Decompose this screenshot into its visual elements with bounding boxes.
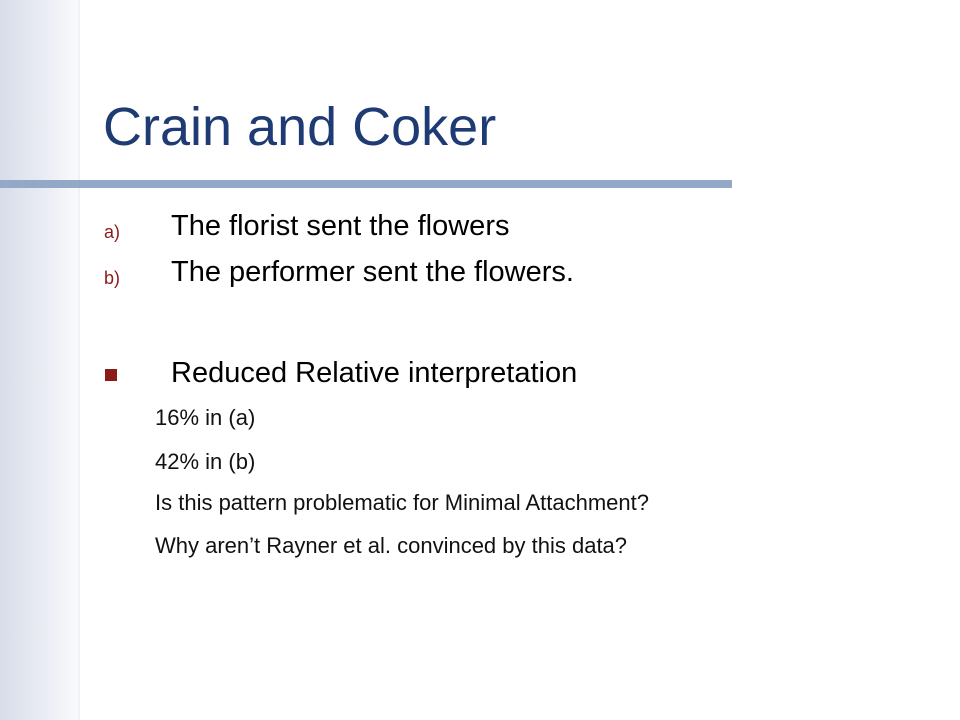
bullet-text: Reduced Relative interpretation (171, 357, 578, 389)
square-bullet-icon (105, 369, 117, 381)
enum-marker-b: b) (104, 268, 121, 288)
title-underline-rule (0, 180, 732, 188)
sub-item-percent-b: 42% in (b) (155, 449, 256, 474)
left-decorative-band (0, 0, 78, 720)
left-band-edge (78, 0, 80, 720)
slide-title: Crain and Coker (103, 97, 497, 157)
enum-marker-a: a) (104, 222, 121, 242)
enum-text-b: The performer sent the flowers. (171, 256, 574, 288)
sub-item-question-2: Why aren’t Rayner et al. convinced by this data? (155, 533, 628, 558)
enum-text-a: The florist sent the flowers (171, 210, 510, 242)
sub-item-question-1: Is this pattern problematic for Minimal Attachment? (155, 490, 649, 515)
sub-item-percent-a: 16% in (a) (155, 405, 256, 430)
